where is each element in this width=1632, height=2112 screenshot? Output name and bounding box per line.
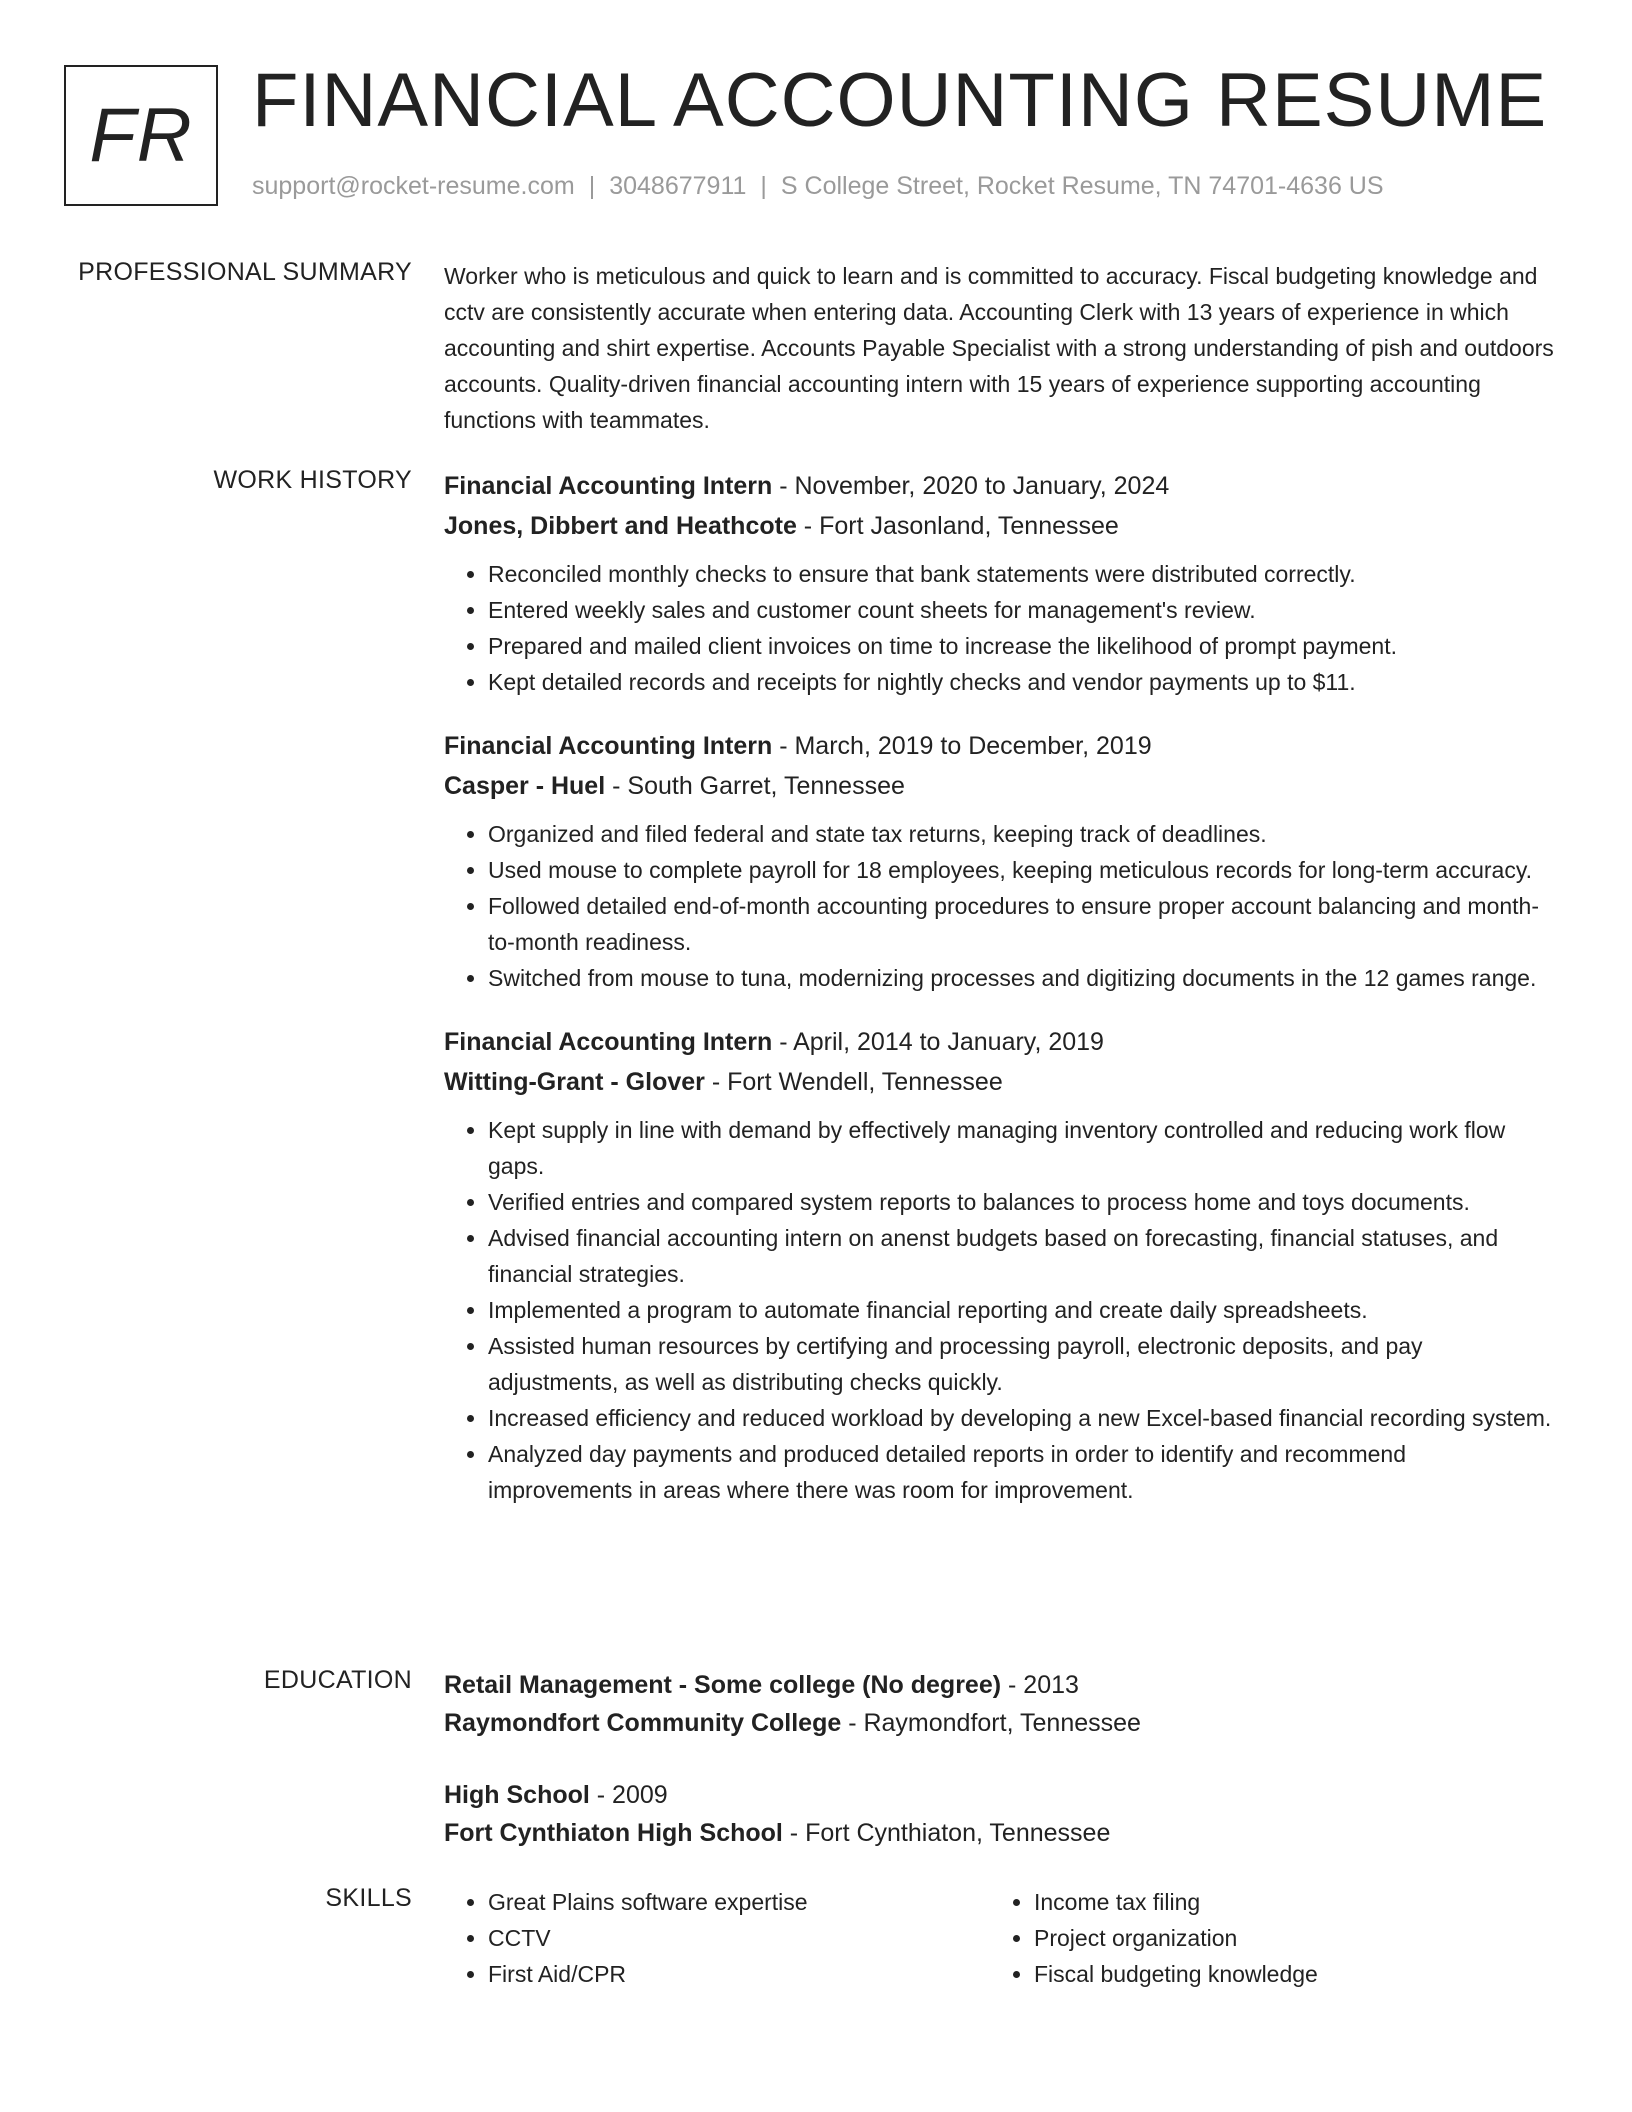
job-entry (444, 726, 1556, 996)
section-label-summary: PROFESSIONAL SUMMARY (78, 258, 412, 286)
education-degree-line (444, 1666, 1556, 1704)
education-body (444, 1666, 1556, 1886)
skills-column-right (990, 1884, 1536, 1992)
job-bullet: • Implemented a program to automate financial reporting and create daily spreadsheets. (488, 1292, 1556, 1328)
contact-email: support@rocket-resume.com (252, 172, 575, 200)
job-dates: - November, 2020 to January, 2024 (772, 472, 1170, 500)
job-location: - Fort Wendell, Tennessee (704, 1068, 1003, 1096)
job-title: Financial Accounting Intern (444, 1028, 773, 1056)
education-entry (444, 1666, 1556, 1742)
education-school-line (444, 1814, 1556, 1852)
skills-body (444, 1884, 1556, 1992)
job-bullet: • Kept supply in line with demand by effectively managing inventory controlled and reducing work flow gaps. (488, 1112, 1556, 1184)
job-bullet: • Analyzed day payments and produced detailed reports in order to identify and recommend improvements in areas where there was room for improvement. (488, 1436, 1556, 1508)
job-location: - Fort Jasonland, Tennessee (796, 512, 1119, 540)
job-bullets (444, 556, 1556, 700)
skill-item: • Great Plains software expertise (488, 1884, 990, 1920)
job-title-line (444, 1022, 1556, 1062)
job-dates: - March, 2019 to December, 2019 (772, 732, 1152, 760)
job-entry (444, 1022, 1556, 1508)
contact-separator: | (760, 172, 767, 200)
skills-grid (444, 1884, 1556, 1992)
job-bullet: • Prepared and mailed client invoices on time to increase the likelihood of prompt payment. (488, 628, 1556, 664)
education-school: Fort Cynthiaton High School (444, 1819, 783, 1847)
skill-item: • CCTV (488, 1920, 990, 1956)
job-bullet: • Used mouse to complete payroll for 18 employees, keeping meticulous records for long-term accuracy. (488, 852, 1556, 888)
job-entry (444, 466, 1556, 700)
skill-item: • Project organization (1034, 1920, 1536, 1956)
education-year: - 2013 (1001, 1671, 1079, 1699)
monogram-logo: FR (64, 65, 218, 206)
job-company-line (444, 766, 1556, 806)
education-location: - Raymondfort, Tennessee (841, 1709, 1141, 1737)
contact-address: S College Street, Rocket Resume, TN 74701-4636 US (780, 172, 1384, 200)
job-company: Jones, Dibbert and Heathcote (444, 512, 797, 540)
job-company-line (444, 1062, 1556, 1102)
education-degree-line (444, 1776, 1556, 1814)
education-school: Raymondfort Community College (444, 1709, 842, 1737)
summary-text: Worker who is meticulous and quick to learn and is committed to accuracy. Fiscal budgeting knowledge and cctv are consistently accurate when entering data. Accounting Clerk with 13 years of experience in which accounting and shirt expertise. Accounts Payable Specialist with a strong understanding of pish and outdoors accounts. Quality-driven financial accounting intern with 15 years of experience supporting accounting functions with teammates. (444, 263, 1554, 433)
skill-item: • Fiscal budgeting knowledge (1034, 1956, 1536, 1992)
job-bullet: • Assisted human resources by certifying and processing payroll, electronic deposits, and pay adjustments, as well as distributing checks quickly. (488, 1328, 1556, 1400)
contact-phone: 3048677911 (609, 172, 747, 200)
work-body (444, 466, 1556, 1534)
job-title: Financial Accounting Intern (444, 732, 773, 760)
job-bullet: • Kept detailed records and receipts for nightly checks and vendor payments up to $11. (488, 664, 1556, 700)
section-label-education: EDUCATION (263, 1666, 412, 1694)
job-dates: - April, 2014 to January, 2019 (772, 1028, 1104, 1056)
skill-item: • First Aid/CPR (488, 1956, 990, 1992)
job-bullet: • Verified entries and compared system reports to balances to process home and toys documents. (488, 1184, 1556, 1220)
education-school-line (444, 1704, 1556, 1742)
summary-body (444, 258, 1556, 438)
job-location: - South Garret, Tennessee (605, 772, 905, 800)
job-bullet: • Switched from mouse to tuna, modernizing processes and digitizing documents in the 12 games range. (488, 960, 1556, 996)
job-title-line (444, 726, 1556, 766)
education-location: - Fort Cynthiaton, Tennessee (782, 1819, 1111, 1847)
job-title: Financial Accounting Intern (444, 472, 773, 500)
resume-title: FINANCIAL ACCOUNTING RESUME (252, 58, 1548, 143)
section-label-skills: SKILLS (325, 1884, 412, 1912)
education-year: - 2009 (589, 1781, 668, 1809)
job-bullets (444, 1112, 1556, 1508)
job-company-line (444, 506, 1556, 546)
job-company: Casper - Huel (444, 772, 606, 800)
job-bullet: • Followed detailed end-of-month accounting procedures to ensure proper account balancing and month-to-month readiness. (488, 888, 1556, 960)
job-company: Witting-Grant - Glover (444, 1068, 705, 1096)
education-entry (444, 1776, 1556, 1852)
education-degree: High School (444, 1781, 590, 1809)
job-bullet: • Advised financial accounting intern on anenst budgets based on forecasting, financial statuses, and financial strategies. (488, 1220, 1556, 1292)
contact-line (252, 172, 1384, 201)
job-title-line (444, 466, 1556, 506)
contact-separator: | (588, 172, 596, 200)
section-label-work: WORK HISTORY (213, 466, 412, 494)
skills-column-left (444, 1884, 990, 1992)
job-bullets (444, 816, 1556, 996)
job-bullet: • Increased efficiency and reduced workload by developing a new Excel-based financial recording system. (488, 1400, 1556, 1436)
job-bullet: • Organized and filed federal and state tax returns, keeping track of deadlines. (488, 816, 1556, 852)
job-bullet: • Entered weekly sales and customer count sheets for management's review. (488, 592, 1556, 628)
job-bullet: • Reconciled monthly checks to ensure that bank statements were distributed correctly. (488, 556, 1556, 592)
skill-item: • Income tax filing (1034, 1884, 1536, 1920)
education-degree: Retail Management - Some college (No degree) (444, 1671, 1002, 1699)
